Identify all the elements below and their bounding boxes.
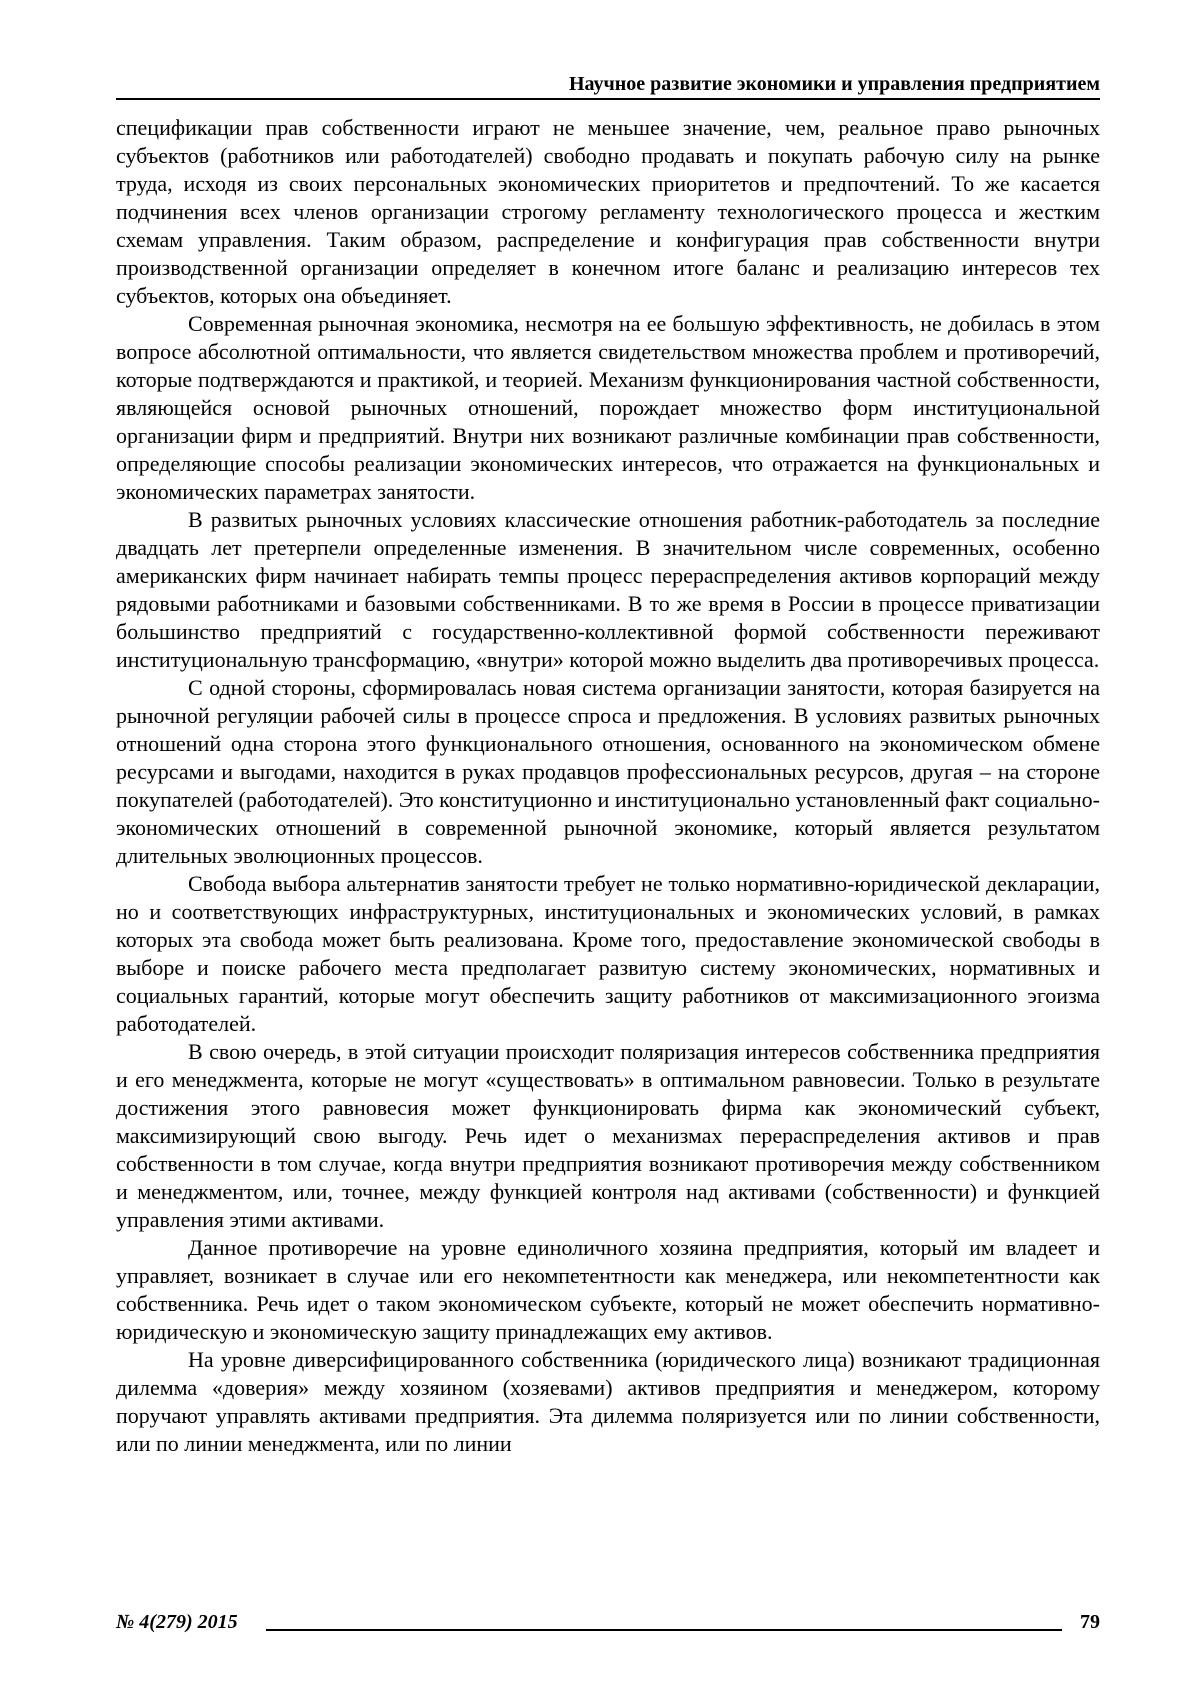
paragraph: В развитых рыночных условиях классические отношения работник-работодатель за последние двадцать лет претерпели определенные изменения. В значительном числе современных, особенно американских фирм начинает набирать темпы процесс перераспределения активов корпораций между рядовыми работниками и базовыми собственниками. В то же время в России в процессе приватизации большинство предприятий с государственно-коллективной формой собственности переживают институциональную трансформацию, «внутри» которой можно выделить два противоречивых процесса. xyxy=(116,506,1100,674)
running-header: Научное развитие экономики и управления предприятием xyxy=(116,72,1100,96)
page-number: 79 xyxy=(1080,1608,1100,1636)
issue-number: № 4(279) 2015 xyxy=(116,1608,238,1636)
paragraph: Свобода выбора альтернатив занятости требует не только нормативно-юридической декларации, но и соответствующих инфраструктурных, институциональных и экономических условий, в рамках которых эта свобода может быть реализована. Кроме того, предоставление экономической свободы в выборе и поиске рабочего места предполагает развитую систему экономических, нормативных и социальных гарантий, которые могут обеспечить защиту работников от максимизационного эгоизма работодателей. xyxy=(116,870,1100,1038)
article-body xyxy=(116,114,1100,1458)
paragraph: В свою очередь, в этой ситуации происходит поляризация интересов собственника предприятия и его менеджмента, которые не могут «существовать» в оптимальном равновесии. Только в результате достижения этого равновесия может функционировать фирма как экономический субъект, максимизирующий свою выгоду. Речь идет о механизмах перераспределения активов и прав собственности в том случае, когда внутри предприятия возникают противоречия между собственником и менеджментом, или, точнее, между функцией контроля над активами (собственности) и функцией управления этими активами. xyxy=(116,1038,1100,1234)
journal-page xyxy=(0,0,1200,1697)
page-footer xyxy=(116,1608,1100,1636)
paragraph: С одной стороны, сформировалась новая система организации занятости, которая базируется на рыночной регуляции рабочей силы в процессе спроса и предложения. В условиях развитых рыночных отношений одна сторона этого функционального отношения, основанного на экономическом обмене ресурсами и выгодами, находится в руках продавцов профессиональных ресурсов, другая – на стороне покупателей (работодателей). Это конституционно и институционально установленный факт социально-экономических отношений в современной рыночной экономике, который является результатом длительных эволюционных процессов. xyxy=(116,674,1100,870)
paragraph: Современная рыночная экономика, несмотря на ее большую эффективность, не добилась в этом вопросе абсолютной оптимальности, что является свидетельством множества проблем и противоречий, которые подтверждаются и практикой, и теорией. Механизм функционирования частной собственности, являющейся основой рыночных отношений, порождает множество форм институциональной организации фирм и предприятий. Внутри них возникают различные комбинации прав собственности, определяющие способы реализации экономических интересов, что отражается на функциональных и экономических параметрах занятости. xyxy=(116,310,1100,506)
header-divider xyxy=(116,98,1100,100)
paragraph: На уровне диверсифицированного собственника (юридического лица) возникают традиционная дилемма «доверия» между хозяином (хозяевами) активов предприятия и менеджером, которому поручают управлять активами предприятия. Эта дилемма поляризуется или по линии собственности, или по линии менеджмента, или по линии xyxy=(116,1346,1100,1458)
paragraph: спецификации прав собственности играют не меньшее значение, чем, реальное право рыночных субъектов (работников или работодателей) свободно продавать и покупать рабочую силу на рынке труда, исходя из своих персональных экономических приоритетов и предпочтений. То же касается подчинения всех членов организации строгому регламенту технологического процесса и жестким схемам управления. Таким образом, распределение и конфигурация прав собственности внутри производственной организации определяет в конечном итоге баланс и реализацию интересов тех субъектов, которых она объединяет. xyxy=(116,114,1100,310)
paragraph: Данное противоречие на уровне единоличного хозяина предприятия, который им владеет и управляет, возникает в случае или его некомпетентности как менеджера, или некомпетентности как собственника. Речь идет о таком экономическом субъекте, который не может обеспечить нормативно-юридическую и экономическую защиту принадлежащих ему активов. xyxy=(116,1234,1100,1346)
footer-divider xyxy=(266,1629,1062,1631)
